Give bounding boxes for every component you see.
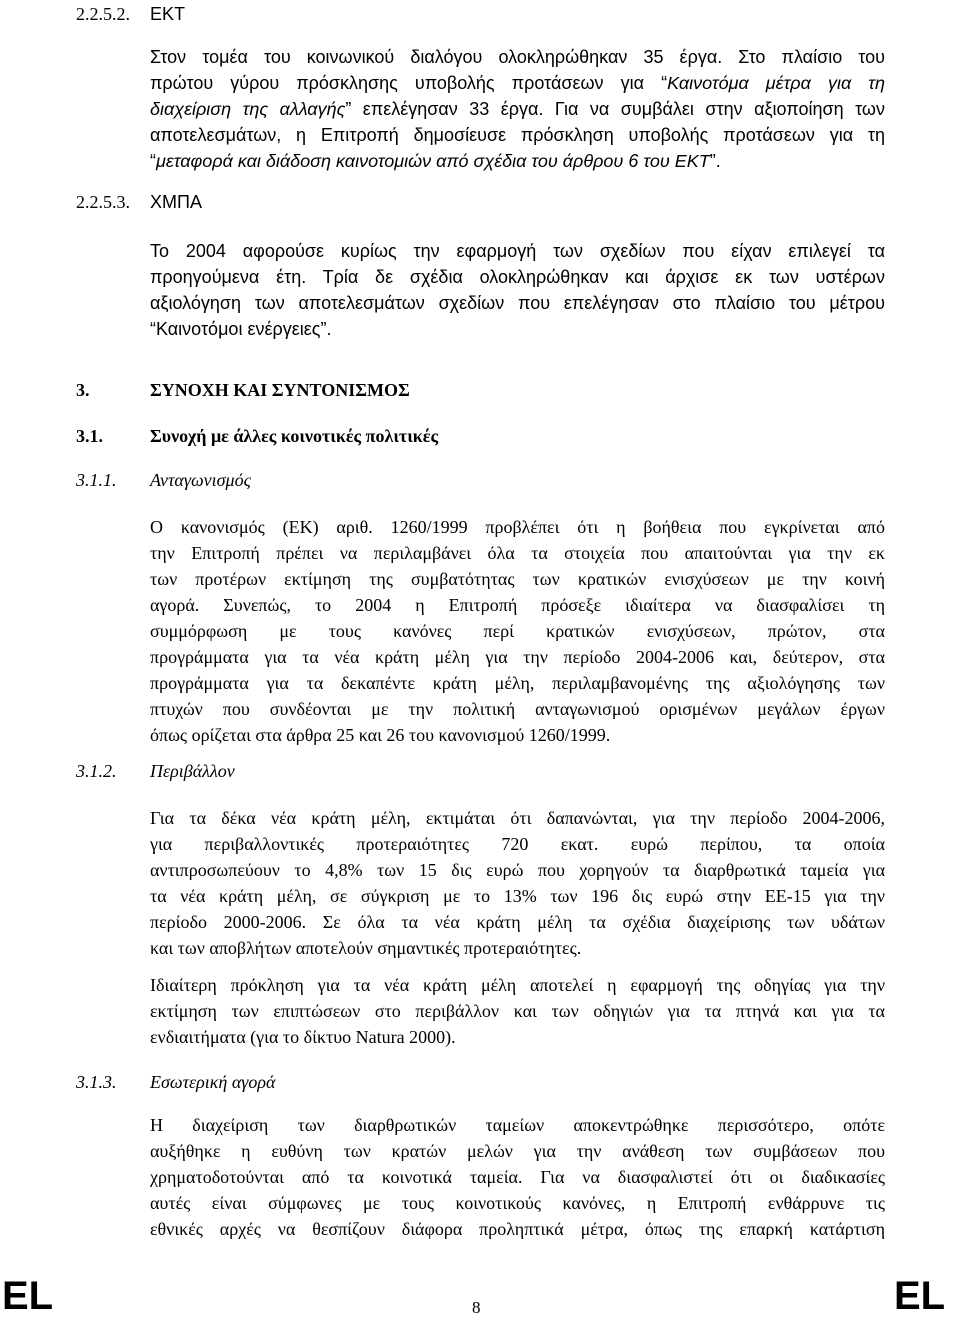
subsection-title: Εσωτερική αγορά (150, 1072, 276, 1092)
section-title: ΕΚΤ (150, 4, 186, 24)
italic-text-run: Καινοτόμα μέτρα για τη (667, 73, 885, 93)
text-line: τα νέα κράτη μέλη, σε σύγκριση με το 13% των 196 δις ευρώ στην ΕΕ-15 για την (150, 886, 885, 906)
text-line: περίοδο 2000-2006. Σε όλα τα νέα κράτη μέλη τα σχέδια διαχείρισης των υδάτων (150, 912, 885, 932)
text-run: ”. (709, 151, 721, 171)
section-number: 3.1. (76, 426, 103, 446)
section-number: 2.2.5.2. (76, 4, 130, 24)
text-line: εκτίμηση των επιπτώσεων στο περιβάλλον και των οδηγιών για τα πτηνά και για τα (150, 1001, 885, 1021)
text-line: αυτές είναι σύμφωνες με τους κοινοτικούς κανόνες, η Επιτροπή ενθάρρυνε τις (150, 1193, 885, 1213)
text-line: προγράμματα για τα δεκαπέντε κράτη μέλη, περιλαμβανομένης της αξιολόγησης των (150, 673, 885, 693)
italic-text-run: διαχείριση της αλλαγής (150, 99, 346, 119)
paragraph-internal-market (150, 1112, 885, 1242)
italic-text-run: μεταφορά και διάδοση καινοτομιών από σχέδια του άρθρου 6 του ΕΚΤ (156, 151, 710, 171)
paragraph-competition (150, 514, 885, 748)
text-run: πρώτου γύρου πρόσκλησης υποβολής προτάσεων για “ (150, 73, 668, 93)
text-line: αγορά. Συνεπώς, το 2004 η Επιτροπή πρόσεξε ιδιαίτερα να διασφαλίσει τη (150, 595, 885, 615)
language-code-left: EL (2, 1274, 54, 1318)
text-line: και των αποβλήτων αποτελούν σημαντικές προτεραιότητες. (150, 938, 582, 958)
text-line: Ιδιαίτερη πρόκληση για τα νέα κράτη μέλη αποτελεί η εφαρμογή της οδηγίας για την (150, 975, 885, 995)
paragraph-ekt (150, 44, 885, 174)
subsection-number: 3.1.3. (76, 1072, 117, 1092)
text-line: συμμόρφωση με τους κανόνες περί κρατικών ενισχύσεων, πρώτον, στα (150, 621, 885, 641)
section-title: ΧΜΠΑ (150, 192, 203, 212)
text-line: εθνικές αρχές να θεσπίζουν διάφορα προληπτικά μέτρα, όπως της επαρκή κατάρτιση (150, 1219, 885, 1239)
text-run: ” επελέγησαν 33 έργα. Για να συμβάλει στην αξιοποίηση των (345, 99, 885, 119)
text-line: Η διαχείριση των διαρθρωτικών ταμείων αποκεντρώθηκε περισσότερο, οπότε (150, 1115, 885, 1135)
text-line: αποτελεσμάτων, η Επιτροπή δημοσίευσε πρόσκληση υποβολής προτάσεων για τη (150, 125, 885, 145)
paragraph-environment-1 (150, 805, 885, 961)
chapter-title: ΣΥΝΟΧΗ ΚΑΙ ΣΥΝΤΟΝΙΣΜΟΣ (150, 380, 410, 400)
text-line: αντιπροσωπεύουν το 4,8% των 15 δις ευρώ που χορηγούν τα διαρθρωτικά ταμεία για (150, 860, 885, 880)
text-line: προηγούμενα έτη. Τρία δε σχέδια ολοκληρώθηκαν και άρχισε εκ των υστέρων (150, 267, 885, 287)
subsection-title: Ανταγωνισμός (150, 470, 251, 490)
text-line: ενδιαιτήματα (για το δίκτυο Natura 2000). (150, 1027, 456, 1047)
text-line: πτυχών που συνδέονται με την πολιτική ανταγωνισμού ορισμένων μεγάλων έργων (150, 699, 885, 719)
text-line (150, 70, 885, 96)
text-line (150, 96, 885, 122)
subsection-title: Περιβάλλον (150, 761, 235, 781)
chapter-number: 3. (76, 380, 90, 400)
subsection-number: 3.1.1. (76, 470, 117, 490)
text-line: των προτέρων εκτίμηση της συμβατότητας των κρατικών ενισχύσεων με την κοινή (150, 569, 885, 589)
text-line: την Επιτροπή πρέπει να περιλαμβάνει όλα τα στοιχεία που απαιτούνται για την εκ (150, 543, 885, 563)
text-run: “ (150, 151, 156, 171)
text-line: “Καινοτόμοι ενέργειες”. (150, 319, 332, 339)
text-line: αξιολόγηση των αποτελεσμάτων σχεδίων που επελέγησαν στο πλαίσιο του μέτρου (150, 293, 885, 313)
subsection-number: 3.1.2. (76, 761, 117, 781)
text-line: Για τα δέκα νέα κράτη μέλη, εκτιμάται ότι δαπανώνται, για την περίοδο 2004-2006, (150, 808, 885, 828)
text-line: προγράμματα για τα νέα κράτη μέλη για την περίοδο 2004-2006 και, δεύτερον, στα (150, 647, 885, 667)
text-line: όπως ορίζεται στα άρθρα 25 και 26 του κανονισμού 1260/1999. (150, 725, 611, 745)
text-line: Ο κανονισμός (ΕΚ) αριθ. 1260/1999 προβλέπει ότι η βοήθεια που εγκρίνεται από (150, 517, 885, 537)
section-title: Συνοχή με άλλες κοινοτικές πολιτικές (150, 426, 439, 446)
paragraph-environment-2 (150, 972, 885, 1050)
text-line: Το 2004 αφορούσε κυρίως την εφαρμογή των σχεδίων που είχαν επιλεγεί τα (150, 241, 885, 261)
text-line: Στον τομέα του κοινωνικού διαλόγου ολοκληρώθηκαν 35 έργα. Στο πλαίσιο του (150, 47, 885, 67)
text-line (150, 148, 885, 174)
text-line: χρηματοδοτούνται από τα κοινοτικά ταμεία. Για να διασφαλιστεί ότι οι διαδικασίες (150, 1167, 885, 1187)
text-line: για περιβαλλοντικές προτεραιότητες 720 εκατ. ευρώ περίπου, τα οποία (150, 834, 885, 854)
page-number: 8 (472, 1298, 481, 1317)
language-code-right: EL (894, 1274, 946, 1318)
section-number: 2.2.5.3. (76, 192, 130, 212)
text-line: αυξήθηκε η ευθύνη των κρατών μελών για την ανάθεση των συμβάσεων που (150, 1141, 885, 1161)
paragraph-xmpa (150, 238, 885, 342)
